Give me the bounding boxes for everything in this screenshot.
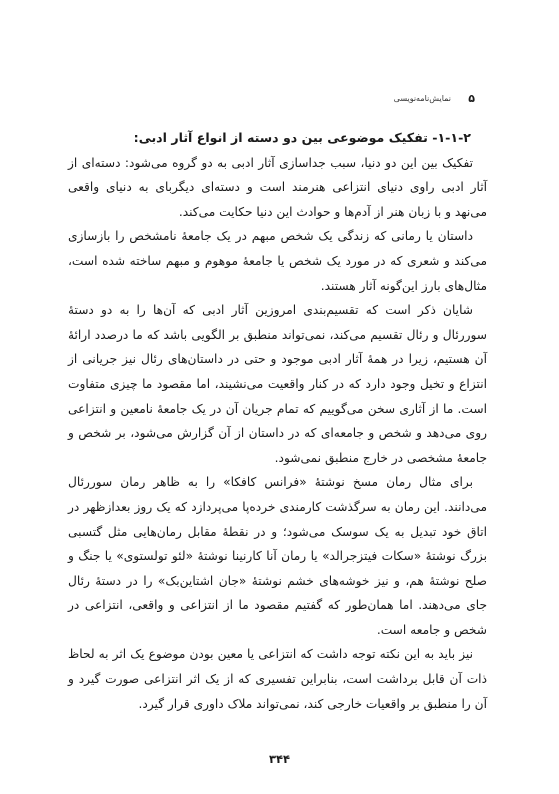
header-page-number: ۵ <box>468 92 475 105</box>
page-body <box>68 126 487 716</box>
footer-page-number: ۳۴۴ <box>268 752 291 766</box>
paragraph: تفکیک بین این دو دنیا، سبب جداسازی آثار ادبی به دو گروه می‌شود: دسته‌ای از آثار ادبی راوی دنیای انتزاعی هنرمند است و دسته‌ای دیگربای به دنیای واقعی می‌نهد و با زبان هنر از آدم‌ها و حوادث این دنیا حکایت می‌کند. <box>68 155 487 219</box>
paragraph: داستان یا رمانی که زندگی یک شخص مبهم در یک جامعهٔ نامشخص را بازسازی می‌کند و شعری که در مورد یک شخص یا جامعهٔ موهوم و مبهم ساخته شده است، مثال‌های بارز این‌گونه آثار هستند. <box>68 229 487 293</box>
paragraph: نیز باید به این نکته توجه داشت که انتزاعی یا معین بودن موضوع یک اثر به لحاظ ذات آن قابل برداشت است، بنابراین تفسیری که از یک اثر انتزاعی صورت گیرد و آن را منطبق بر واقعیات خارجی کند، نمی‌تواند ملاک داوری قرار گیرد. <box>68 647 487 711</box>
paragraph: برای مثال رمان مسخ نوشتهٔ «فرانس کافکا» را به ظاهر رمان سوررئال می‌دانند. این رمان به سرگذشت کارمندی خرده‌پا می‌پردازد که یک روز بعدازظهر در اتاق خود تبدیل به یک سوسک می‌شود؛ و در نقطهٔ مقابل رمان‌هایی مثل گتسبی بزرگ نوشتهٔ «سکات فیتزجرالد» یا رمان آنا کارنینا نوشتهٔ «لئو تولستوی» یا جنگ و صلح نوشتهٔ هم، و نیز خوشه‌های خشم نوشتهٔ «جان اشتاین‌بک» را در دستهٔ رئال جای می‌دهند. اما همان‌طور که گفتیم مقصود ما از انتزاعی و واقعی، انتزاعی در شخص و جامعه است. <box>68 475 487 637</box>
paragraph: شایان ذکر است که تقسیم‌بندی امروزین آثار ادبی که آن‌ها را به دو دستهٔ سوررئال و رئال تقسیم می‌کند، نمی‌تواند منطبق بر الگویی باشد که ما درصدد ارائهٔ آن هستیم، زیرا در همهٔ آثار ادبی موجود و حتی در داستان‌های رئال نیز جریانی از انتزاع و تخیل وجود دارد که در کنار واقعیت می‌نشیند، اما مقصود ما چیزی متفاوت است. ما از آثاری سخن می‌گوییم که تمام جریان آن در یک جامعهٔ نامعین و انتزاعی روی می‌دهد و شخص و جامعه‌ای که در داستان از آن گزارش می‌شود، بر شخص و جامعهٔ مشخصی در خارج منطبق نمی‌شود. <box>68 303 487 465</box>
running-head: نمایش‌نامه‌نویسی <box>393 94 451 103</box>
section-heading: ۱-۱-۲- تفکیک موضوعی بین دو دسته از انواع آثار ادبی: <box>133 130 471 145</box>
